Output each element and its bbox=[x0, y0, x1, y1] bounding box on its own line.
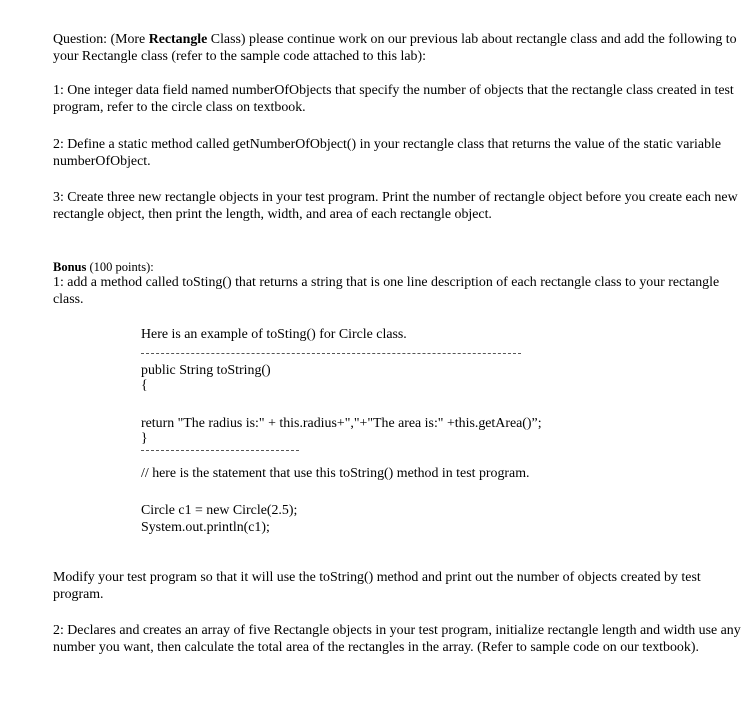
item-2: 2: Define a static method called getNumberOfObject() in your rectangle class that returns the value of the static variable numberOfObject. bbox=[53, 137, 722, 169]
example-intro: Here is an example of toSting() for Circle class. bbox=[141, 327, 407, 342]
code-return-statement: return "The radius is:" + this.radius+","+"The area is:" +this.getArea()”; bbox=[141, 416, 542, 431]
bonus-heading bbox=[53, 260, 743, 275]
question-suffix: Class) please continue work on our previous lab about rectangle class and add the following to your Rectangle class (refer to the sample code attached to this lab): bbox=[53, 32, 737, 64]
question-bold-word: Rectangle bbox=[148, 32, 208, 47]
question-paragraph bbox=[53, 31, 743, 65]
bonus-label: Bonus bbox=[53, 260, 87, 274]
modify-paragraph: Modify your test program so that it will use the toString() method and print out the number of objects created by test program. bbox=[53, 570, 701, 602]
item-1: 1: One integer data field named numberOfObjects that specify the number of objects that the rectangle class created in test program, refer to the circle class on textbook. bbox=[53, 83, 734, 115]
code-line-2: System.out.println(c1); bbox=[141, 520, 270, 535]
code-signature: public String toString() bbox=[141, 363, 271, 378]
code-open-brace: { bbox=[141, 378, 148, 393]
code-close-brace: } bbox=[141, 431, 148, 446]
separator-top bbox=[141, 353, 521, 354]
code-comment: // here is the statement that use this toString() method in test program. bbox=[141, 466, 530, 481]
code-line-1: Circle c1 = new Circle(2.5); bbox=[141, 503, 298, 518]
bonus-item: 1: add a method called toSting() that returns a string that is one line description of each rectangle class to your rectangle class. bbox=[53, 275, 720, 307]
question-prefix: Question: (More bbox=[53, 32, 149, 47]
final-item: 2: Declares and creates an array of five Rectangle objects in your test program, initialize rectangle length and width use any number you want, then calculate the total area of the rectangles in the array. (Refer to sample code on our textbook). bbox=[53, 623, 741, 655]
item-3: 3: Create three new rectangle objects in your test program. Print the number of rectangle object before you create each new rectangle object, then print the length, width, and area of each rectangle object. bbox=[53, 190, 738, 222]
bonus-points: (100 points): bbox=[86, 260, 154, 274]
separator-bottom bbox=[141, 450, 299, 451]
